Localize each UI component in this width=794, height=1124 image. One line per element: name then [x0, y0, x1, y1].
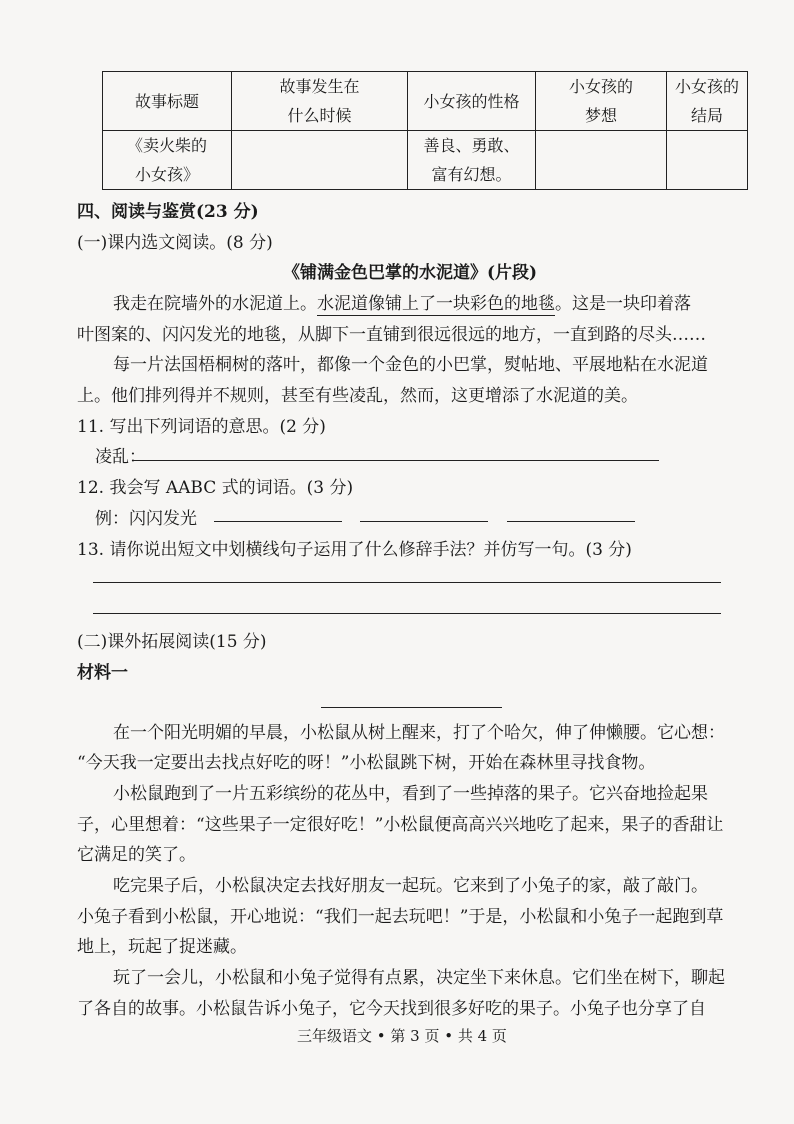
question-11: 11. 写出下列词语的意思。(2 分)	[77, 417, 326, 437]
passage-paragraph-1-line-1	[113, 289, 691, 314]
cell-text: 结局	[690, 106, 723, 125]
question-12: 12. 我会写 AABC 式的词语。(3 分)	[77, 478, 354, 498]
table-row	[103, 131, 748, 190]
story-paragraph-3-line-1: 吃完果子后，小松鼠决定去找好朋友一起玩。它来到了小兔子的家，敲了敲门。	[113, 876, 708, 896]
cell-text: 梦想	[584, 106, 617, 125]
q13-answer-line-2[interactable]	[93, 613, 721, 614]
table-cell-empty[interactable]	[232, 131, 408, 190]
story-paragraph-2-line-3: 它满足的笑了。	[77, 845, 196, 865]
section-title: 四、阅读与鉴赏(23 分)	[77, 202, 259, 222]
table-cell-empty[interactable]	[536, 131, 667, 190]
cell-text: 富有幻想。	[431, 165, 512, 184]
cell-text: 小女孩的	[568, 77, 633, 96]
table-cell	[408, 131, 536, 190]
cell-text: 故事发生在	[279, 77, 360, 96]
passage-paragraph-2-line-2: 上。他们排列得并不规则，甚至有些凌乱，然而，这更增添了水泥道的美。	[77, 386, 638, 406]
story-paragraph-3-line-2: 小兔子看到小松鼠，开心地说：“我们一起去玩吧！”于是，小松鼠和小兔子一起跑到草	[77, 907, 724, 927]
underlined-sentence: 水泥道像铺上了一块彩色的地毯	[317, 294, 555, 314]
cell-text: 什么时候	[287, 106, 352, 125]
table-header-row	[103, 72, 748, 131]
story-paragraph-4-line-2: 了各自的故事。小松鼠告诉小兔子，它今天找到很多好吃的果子。小兔子也分享了自	[77, 999, 706, 1019]
q12-answer-line-2[interactable]	[360, 521, 488, 522]
cell-text: 小女孩》	[134, 165, 199, 184]
story-paragraph-1-line-1: 在一个阳光明媚的早晨，小松鼠从树上醒来，打了个哈欠，伸了伸懒腰。它心想：	[113, 723, 725, 743]
cell-text: 善良、勇敢、	[423, 136, 520, 155]
story-paragraph-2-line-2: 子，心里想着：“这些果子一定很好吃！”小松鼠便高高兴兴地吃了起来，果子的香甜让	[77, 815, 724, 835]
q12-answer-line-1[interactable]	[214, 521, 342, 522]
table-cell	[103, 131, 232, 190]
question-13: 13. 请你说出短文中划横线句子运用了什么修辞手法？并仿写一句。(3 分)	[77, 540, 632, 560]
table-header-cell	[408, 72, 536, 131]
text-span: 。这是一块印着落	[555, 294, 691, 314]
material-title-answer-line[interactable]	[321, 707, 502, 708]
story-paragraph-2-line-1: 小松鼠跑到了一片五彩缤纷的花丛中，看到了一些掉落的果子。它兴奋地捡起果	[113, 784, 708, 804]
material-label: 材料一	[77, 663, 128, 683]
table-header-cell	[536, 72, 667, 131]
q12-example: 例：闪闪发光	[95, 509, 197, 529]
q11-answer-line[interactable]	[133, 460, 659, 461]
part1-title: (一)课内选文阅读。(8 分)	[77, 233, 273, 253]
passage-title: 《铺满金色巴掌的水泥道》(片段)	[283, 263, 538, 283]
cell-text: 小女孩的性格	[423, 91, 520, 111]
passage-paragraph-1-line-2: 叶图案的、闪闪发光的地毯，从脚下一直铺到很远很远的地方，一直到路的尽头……	[77, 325, 706, 345]
story-paragraph-3-line-3: 地上，玩起了捉迷藏。	[77, 937, 247, 957]
table-header-cell	[103, 72, 232, 131]
passage-paragraph-2-line-1: 每一片法国梧桐树的落叶，都像一个金色的小巴掌，熨帖地、平展地粘在水泥道	[113, 355, 708, 375]
page-footer: 三年级语文 • 第 3 页 • 共 4 页	[297, 1027, 507, 1045]
table-cell-empty[interactable]	[667, 131, 748, 190]
table-header-cell	[232, 72, 408, 131]
cell-text: 故事标题	[134, 91, 199, 111]
q12-answer-line-3[interactable]	[507, 521, 635, 522]
cell-text: 小女孩的	[674, 77, 739, 96]
story-info-table	[102, 71, 748, 190]
q11-label: 凌乱：	[95, 447, 146, 467]
table-header-cell	[667, 72, 748, 131]
story-paragraph-4-line-1: 玩了一会儿，小松鼠和小兔子觉得有点累，决定坐下来休息。它们坐在树下，聊起	[113, 968, 725, 988]
story-paragraph-1-line-2: “今天我一定要出去找点好吃的呀！”小松鼠跳下树，开始在森林里寻找食物。	[77, 753, 656, 773]
q13-answer-line-1[interactable]	[93, 582, 721, 583]
text-span: 我走在院墙外的水泥道上。	[113, 294, 317, 314]
part2-title: (二)课外拓展阅读(15 分)	[77, 632, 267, 652]
cell-text: 《卖火柴的	[126, 136, 207, 155]
